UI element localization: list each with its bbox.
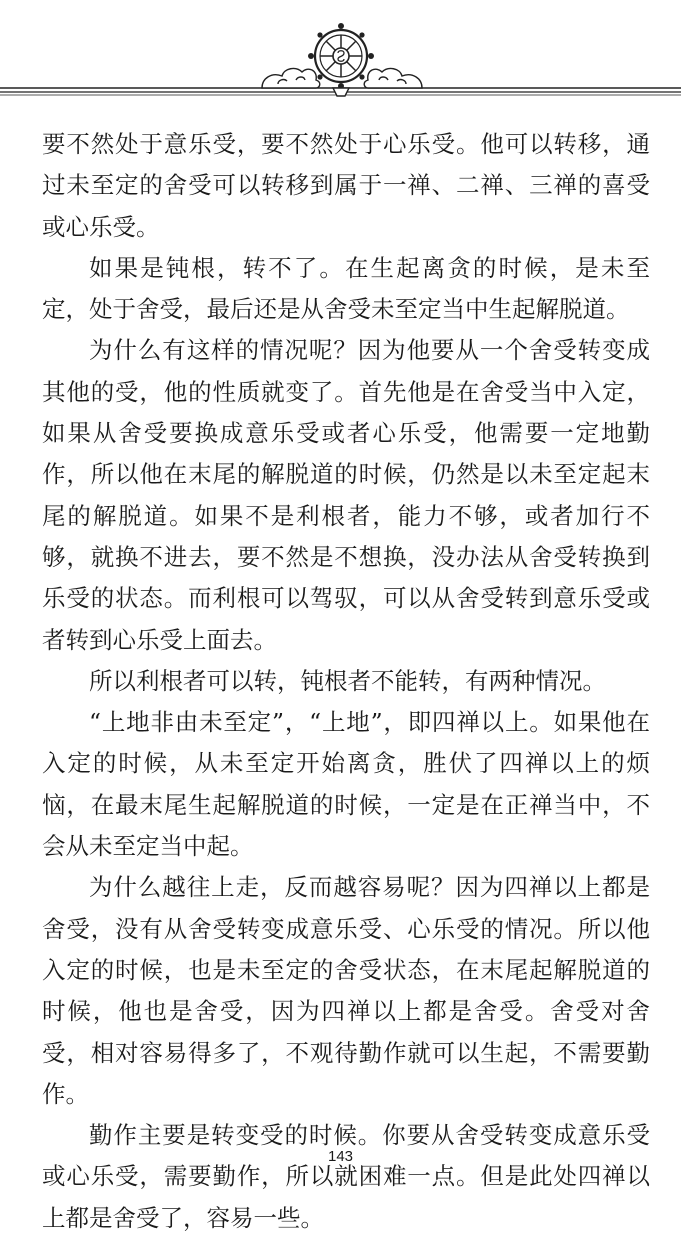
paragraph: 如果是钝根，转不了。在生起离贪的时候，是未至定，处于舍受，最后还是从舍受未至定当中生起解脱道。 — [42, 253, 650, 324]
cloud-scroll-icon — [262, 69, 320, 88]
paragraph: 为什么有这样的情况呢？因为他要从一个舍受转变成其他的受，他的性质就变了。首先他是在舍受当中入定，如果从舍受要换成意乐受或者心乐受，他需要一定地勤作，所以他在末尾的解脱道的时候，仍然是以未至定起末尾的解脱道。如果不是利根者，能力不够，或者加行不够，就换不进去，要不然是不想换，没办法从舍受转换到乐受的状态。而利根可以驾驭，可以从舍受转到意乐受或者转到心乐受上面去。 — [42, 336, 650, 654]
page-number: 143 — [327, 1148, 354, 1165]
page-header — [0, 0, 681, 110]
body-text — [42, 124, 650, 1239]
paragraph: 勤作主要是转变受的时候。你要从舍受转变成意乐受或心乐受，需要勤作，所以就困难一点。但是此处四禅以上都是舍受了，容易一些。 — [42, 1121, 650, 1232]
paragraph: “上地非由未至定”，“上地”，即四禅以上。如果他在入定的时候，从未至定开始离贪，胜伏了四禅以上的烦恼，在最末尾生起解脱道的时候，一定是在正禅当中，不会从未至定当中起。 — [42, 708, 650, 861]
paragraph: 所以利根者可以转，钝根者不能转，有两种情况。 — [89, 666, 606, 695]
paragraph: 要不然处于意乐受，要不然处于心乐受。他可以转移，通过未至定的舍受可以转移到属于一禅、二禅、三禅的喜受或心乐受。 — [42, 130, 650, 241]
paragraph: 为什么越往上走，反而越容易呢？因为四禅以上都是舍受，没有从舍受转变成意乐受、心乐受的情况。所以他入定的时候，也是未至定的舍受状态，在末尾起解脱道的时候，他也是舍受，因为四禅以上都是舍受。舍受对舍受，相对容易得多了，不观待勤作就可以生起，不需要勤作。 — [42, 873, 650, 1108]
cloud-scroll-icon — [364, 69, 422, 88]
